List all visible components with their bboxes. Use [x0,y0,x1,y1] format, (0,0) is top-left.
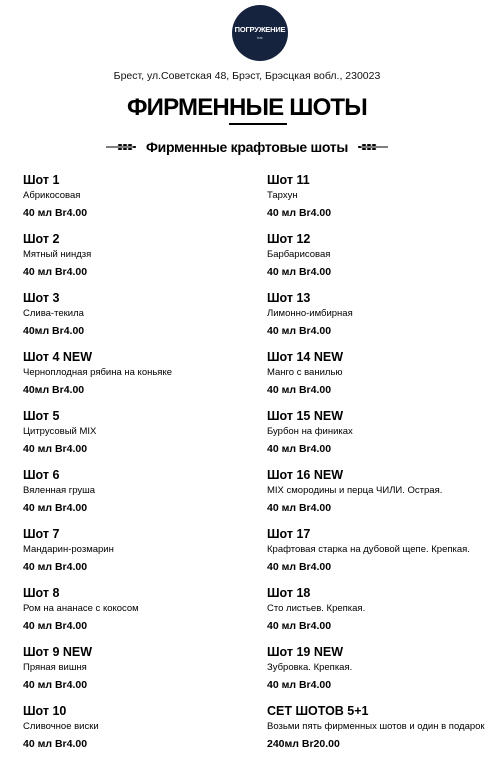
item-name: Шот 3 [23,291,60,305]
menu-item[interactable] [23,644,248,700]
item-name: Шот 15 NEW [267,409,344,423]
item-price: 40 мл Br4.00 [267,384,332,396]
item-price: 40мл Br4.00 [23,384,85,396]
item-description: Ром на ананасе с кокосом [23,603,139,614]
item-description: MIX смородины и перца ЧИЛИ. Острая. [267,485,443,496]
item-description: Черноплодная рябина на коньяке [23,367,172,378]
item-description: Возьми пять фирменных шотов и один в подарок [267,721,485,732]
item-name: Шот 7 [23,527,60,541]
item-description: Зубровка. Крепкая. [267,662,353,673]
item-name: Шот 17 [267,527,311,541]
item-name: Шот 4 NEW [23,350,93,364]
menu-item[interactable] [23,703,248,759]
item-description: Вяленная груша [23,485,96,496]
menu-item[interactable] [267,290,492,346]
item-price: 40 мл Br4.00 [23,679,88,691]
item-price: 40 мл Br4.00 [267,502,332,514]
item-description: Пряная вишня [23,662,87,673]
item-price: 40 мл Br4.00 [267,443,332,455]
menu-item[interactable] [23,231,248,287]
logo-text: ПОГРУЖЕНИЕ [234,25,286,34]
item-price: 40 мл Br4.00 [267,325,332,337]
item-name: Шот 11 [267,173,310,187]
menu-item[interactable] [23,585,248,641]
menu-item[interactable] [23,408,248,464]
menu-item[interactable] [23,290,248,346]
item-name: Шот 5 [23,409,60,423]
item-name: Шот 10 [23,704,67,718]
wheat-right-icon [358,142,388,152]
menu-item[interactable] [267,585,492,641]
item-price: 40 мл Br4.00 [23,266,88,278]
item-price: 40 мл Br4.00 [23,443,88,455]
menu-item[interactable] [23,172,248,228]
item-description: Манго с ванилью [267,367,343,378]
item-description: Слива-текила [23,308,84,319]
menu-item[interactable] [23,526,248,582]
item-price: 40 мл Br4.00 [267,620,332,632]
item-description: Сливочное виски [23,721,99,732]
item-description: Абрикосовая [23,190,81,201]
restaurant-address: Брест, ул.Советская 48, Брэст, Брэсцкая вобл., 230023 [113,70,381,82]
item-price: 40 мл Br4.00 [267,266,332,278]
item-name: Шот 6 [23,468,60,482]
menu-item[interactable] [267,408,492,464]
item-name: Шот 9 NEW [23,645,93,659]
item-description: Барбарисовая [267,249,331,260]
menu-item[interactable] [267,467,492,523]
item-name: СЕТ ШОТОВ 5+1 [267,704,369,718]
item-price: 40 мл Br4.00 [267,207,332,219]
item-price: 40 мл Br4.00 [23,738,88,750]
item-name: Шот 2 [23,232,60,246]
item-description: Мятный ниндзя [23,249,92,260]
item-description: Бурбон на финиках [267,426,353,437]
menu-item[interactable] [267,172,492,228]
item-price: 240мл Br20.00 [267,738,340,750]
menu-item[interactable] [267,349,492,405]
item-name: Шот 19 NEW [267,645,344,659]
item-price: 40 мл Br4.00 [23,207,88,219]
item-description: Мандарин-розмарин [23,544,114,555]
item-description: Цитрусовый MIX [23,426,97,437]
title-underline [229,123,287,125]
item-description: Лимонно-имбирная [267,308,353,319]
section-header [0,136,494,158]
item-name: Шот 14 NEW [267,350,344,364]
item-name: Шот 1 [23,173,60,187]
item-price: 40мл Br4.00 [23,325,85,337]
item-description: Крафтовая старка на дубовой щепе. Крепкая. [267,544,470,555]
item-price: 40 мл Br4.00 [267,679,332,691]
item-name: Шот 18 [267,586,311,600]
item-name: Шот 8 [23,586,60,600]
menu-item[interactable] [267,231,492,287]
item-description: Сто листьев. Крепкая. [267,603,366,614]
item-name: Шот 13 [267,291,311,305]
item-price: 40 мл Br4.00 [23,561,88,573]
page-title: ФИРМЕННЫЕ ШОТЫ [126,94,367,121]
item-price: 40 мл Br4.00 [23,620,88,632]
restaurant-logo[interactable] [232,5,288,61]
item-price: 40 мл Br4.00 [23,502,88,514]
menu-item[interactable] [267,644,492,700]
section-title: Фирменные крафтовые шоты [146,139,348,155]
menu-item[interactable] [267,703,492,759]
item-name: Шот 16 NEW [267,468,344,482]
menu-item[interactable] [23,467,248,523]
item-description: Тархун [267,190,298,201]
wheat-left-icon [106,142,136,152]
menu-item[interactable] [267,526,492,582]
menu-item[interactable] [23,349,248,405]
logo-subtext: bar [257,35,263,40]
item-name: Шот 12 [267,232,311,246]
item-price: 40 мл Br4.00 [267,561,332,573]
